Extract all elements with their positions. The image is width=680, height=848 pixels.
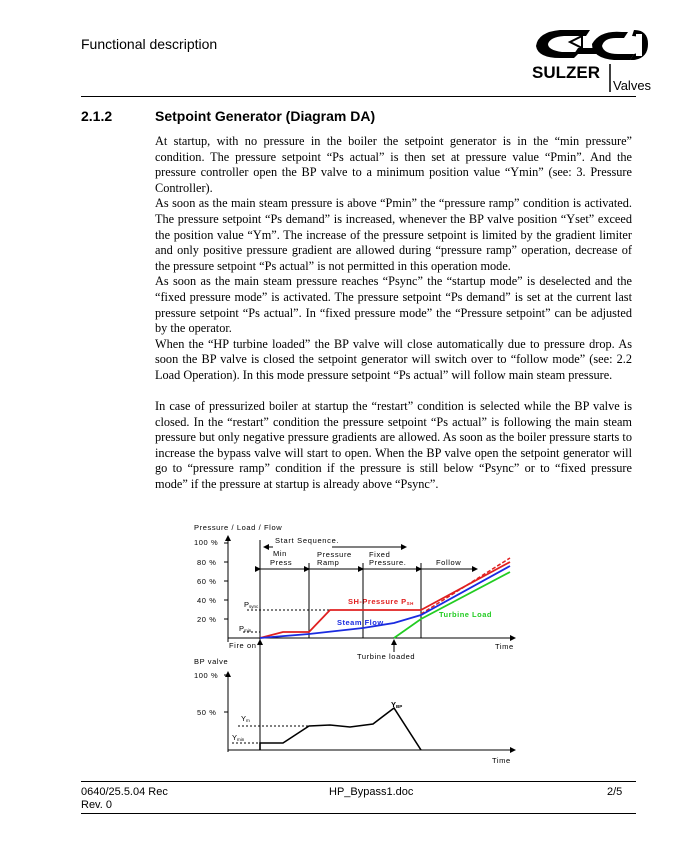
- ym-label: Ym: [241, 714, 250, 723]
- fire-on-label: Fire on: [229, 641, 257, 650]
- tick-100: 100 %: [194, 538, 219, 547]
- steam-flow-label: Steam Flow: [337, 618, 384, 627]
- paragraph: When the “HP turbine loaded” the BP valve will close automatically due to pressure drop. As soon the BP valve is closed the setpoint generator will switch over to “follow mode” (see: 2.2 Load Operation). In this mode pressure setpoint “Ps actual” will follow main steam pressure.: [155, 336, 632, 382]
- tick-60: 60 %: [197, 577, 217, 586]
- turbine-load-label: Turbine Load: [439, 610, 492, 619]
- turbine-loaded-label: Turbine loaded: [357, 652, 416, 661]
- tick-40: 40 %: [197, 596, 217, 605]
- bottom-ylabel: BP valve: [194, 657, 229, 666]
- start-sequence-label: Start Sequence.: [275, 536, 340, 545]
- phase-ramp: Ramp: [317, 558, 340, 567]
- tick-bp-100: 100 %: [194, 671, 219, 680]
- section-number: 2.1.2: [81, 108, 113, 124]
- footer-page: 2/5: [607, 786, 623, 798]
- footer-doc-code: 0640/25.5.04 Rec: [81, 786, 168, 798]
- paragraph: As soon as the main steam pressure is above “Pmin” the “pressure ramp” condition is activated. The pressure setpoint “Ps demand” is increased, whenever the BP valve position “Yset” exceed the position value “Ym”. The increase of the pressure setpoint is limited by the gradient limiter and only positive pressure gradient are allowed during “pressure ramp” operation, decrease of the pressure setpoint “Ps actual” is not permitted in this operation mode.: [155, 196, 632, 273]
- phase-fixed: Fixed: [369, 550, 391, 559]
- sulzer-logo: [530, 24, 652, 94]
- tick-bp-50: 50 %: [197, 708, 217, 717]
- time-label-bottom: Time: [492, 756, 511, 765]
- footer-revision: Rev. 0: [81, 799, 112, 811]
- header-rule: [81, 96, 636, 97]
- paragraph: At startup, with no pressure in the boiler the setpoint generator is in the “min pressure” condition. The pressure setpoint “Ps actual” is then set at pressure value “Pmin”. And the pressure controller open the BP valve to a minimum position value “Ymin” (see: 3. Pressure Controller).: [155, 134, 632, 195]
- ybp-label: YBP: [391, 700, 403, 709]
- pmin-label: Pmin: [239, 624, 252, 633]
- bp-valve-curve: [260, 708, 421, 750]
- paragraph: In case of pressurized boiler at startup the “restart” condition is selected while the BP valve is closed. In the “restart” condition the pressure setpoint “Ps actual” is following the main steam pressure but only negative pressure gradients are allowed. As soon as the boiler pressure starts to increase the bypass valve will start to open. When the BP valve open the setpoint generator will go to “pressure ramp” condition if the pressure is still below “Psync” or to “fixed pressure mode” if the pressure at startup is already above “Psync”.: [155, 399, 632, 492]
- logo-sub: Valves: [613, 78, 652, 93]
- logo-brand: SULZER: [532, 63, 600, 82]
- header-title: Functional description: [81, 36, 218, 52]
- top-ylabel: Pressure / Load / Flow: [194, 523, 283, 532]
- setpoint-diagram: [185, 518, 525, 770]
- phase-press: Press: [270, 558, 293, 567]
- phase-min: Min: [273, 549, 287, 558]
- sh-pressure-label: SH-Pressure PSH: [348, 597, 414, 606]
- paragraph: As soon as the main steam pressure reaches “Psync” the “startup mode” is deselected and the “fixed pressure mode” is activated. The pressure setpoint “Ps demand” is set at the current last pressure setpoint “Ps actual”. In “fixed pressure mode” the “Pressure setpoint” can be adjusted by the operator.: [155, 274, 632, 336]
- tick-20: 20 %: [197, 615, 217, 624]
- footer-rule: [81, 781, 636, 782]
- footer-filename: HP_Bypass1.doc: [329, 786, 414, 798]
- psync-label: Psync: [244, 600, 259, 609]
- section-title: Setpoint Generator (Diagram DA): [155, 108, 376, 124]
- phase-follow: Follow: [436, 558, 462, 567]
- tick-80: 80 %: [197, 558, 217, 567]
- phase-fixed-pressure: Pressure.: [369, 558, 407, 567]
- footer-rule-bottom: [81, 813, 636, 814]
- time-label-top: Time: [495, 642, 514, 651]
- phase-pressure: Pressure: [317, 550, 352, 559]
- ymin-label: Ymin: [232, 733, 245, 742]
- body-text: [155, 134, 632, 493]
